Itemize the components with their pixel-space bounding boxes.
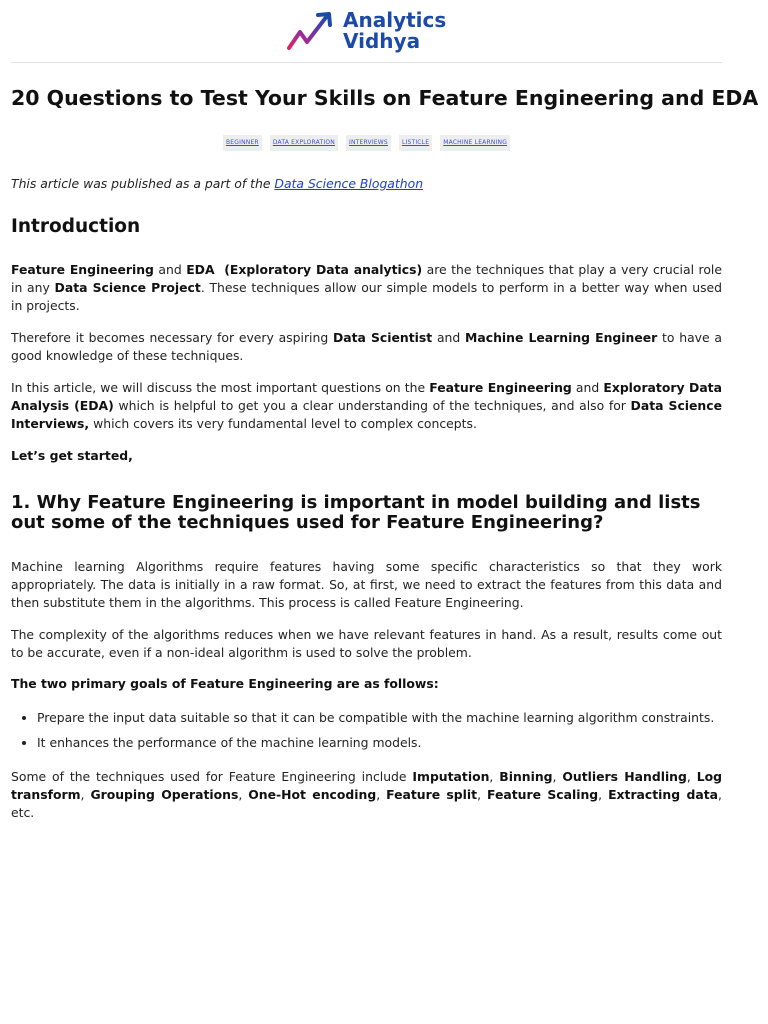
separator: ,: [477, 787, 488, 802]
text: , etc.: [11, 787, 722, 820]
list-item: • It enhances the performance of the machine learning models.: [37, 734, 722, 752]
separator: ,: [489, 769, 500, 784]
intro-paragraph-4: [11, 447, 722, 465]
logo-line-2: Vidhya: [343, 29, 421, 53]
text: which is helpful to get you a clear understanding of the techniques, and also for: [113, 398, 631, 413]
article-title: 20 Questions to Test Your Skills on Feature Engineering and EDA: [11, 86, 759, 110]
text: Some of the techniques used for Feature Engineering include: [11, 769, 413, 784]
intro-paragraph-2: [11, 329, 722, 365]
bold-text: The two primary goals of Feature Engineering are as follows:: [11, 676, 439, 691]
bold-text: Data Science Project: [54, 280, 201, 295]
tag-interviews[interactable]: INTERVIEWS: [346, 135, 391, 151]
tag-listicle[interactable]: LISTICLE: [399, 135, 432, 151]
tag-machine-learning[interactable]: MACHINE LEARNING: [440, 135, 510, 151]
text: In this article, we will discuss the most important questions on the: [11, 380, 430, 395]
intro-heading: Introduction: [11, 216, 141, 237]
technique-item: Feature Scaling: [487, 787, 599, 802]
bold-text: Exploratory Data Analysis (EDA): [11, 380, 722, 413]
text: and: [432, 330, 466, 345]
logo-line-1: Analytics: [343, 8, 447, 32]
techniques-paragraph: [11, 768, 722, 822]
separator: ,: [686, 769, 697, 784]
site-logo[interactable]: [287, 10, 457, 56]
text: which covers its very fundamental level to complex concepts.: [89, 416, 477, 431]
blogathon-link[interactable]: Data Science Blogathon: [274, 176, 424, 191]
intro-paragraph-3: [11, 379, 722, 433]
site-header: [11, 0, 722, 63]
text: and: [571, 380, 604, 395]
text: to have a good knowledge of these techniques.: [11, 330, 722, 363]
bold-text: Data Science Interviews,: [11, 398, 723, 431]
text: Therefore it becomes necessary for every aspiring: [11, 330, 333, 345]
text: are the techniques that play a very crucial role in any: [11, 262, 722, 295]
question-1-paragraph-2: The complexity of the algorithms reduces when we have relevant features in hand. As a result, results come out to be accurate, even if a non-ideal algorithm is used to solve the problem.: [11, 627, 722, 660]
technique-item: Feature split: [386, 787, 478, 802]
technique-item: Outliers Handling: [562, 769, 687, 784]
technique-item: Imputation: [412, 769, 490, 784]
tag-data-exploration[interactable]: DATA EXPLORATION: [270, 135, 338, 151]
technique-item: Binning: [499, 769, 553, 784]
separator: ,: [552, 769, 563, 784]
bold-text: EDA (Exploratory Data analytics): [186, 262, 423, 277]
tag-beginner[interactable]: BEGINNER: [223, 135, 262, 151]
question-1-heading: 1. Why Feature Engineering is important in model building and lists out some of the techniques used for Feature Engineering?: [11, 492, 701, 533]
separator: ,: [80, 787, 91, 802]
bold-text: Feature Engineering: [429, 380, 572, 395]
bold-text: Let’s get started,: [11, 448, 133, 463]
analytics-vidhya-logo-icon: [287, 12, 341, 52]
question-1-paragraph-1: Machine learning Algorithms require features having some specific characteristics so that they work appropriately. The data is initially in a raw format. So, at first, we need to extract the features from this data and then substitute them in the algorithms. This process is called Feature Engineering.: [11, 559, 722, 610]
tag-list: [11, 135, 722, 151]
published-prefix: This article was published as a part of the: [11, 176, 275, 191]
logo-wordmark: [343, 10, 446, 52]
article-page: [11, 0, 759, 822]
text: and: [153, 262, 187, 277]
bold-text: Data Scientist: [332, 330, 433, 345]
bold-text: Machine Learning Engineer: [465, 330, 658, 345]
text: . These techniques allow our simple models to perform in a better way when used in projects.: [11, 280, 723, 313]
separator: ,: [238, 787, 249, 802]
separator: ,: [376, 787, 387, 802]
intro-paragraph-1: [11, 261, 722, 315]
list-item: • Prepare the input data suitable so that it can be compatible with the machine learning algorithm constraints.: [37, 709, 722, 727]
separator: ,: [598, 787, 609, 802]
goals-list: [11, 709, 722, 752]
published-note: [11, 175, 722, 193]
technique-item: Extracting data: [608, 787, 718, 802]
question-1-goals: [11, 675, 722, 693]
technique-item: Grouping Operations: [90, 787, 239, 802]
technique-item: Log transform: [11, 769, 722, 802]
technique-item: One-Hot encoding: [248, 787, 377, 802]
bold-text: Feature Engineering: [11, 262, 154, 277]
